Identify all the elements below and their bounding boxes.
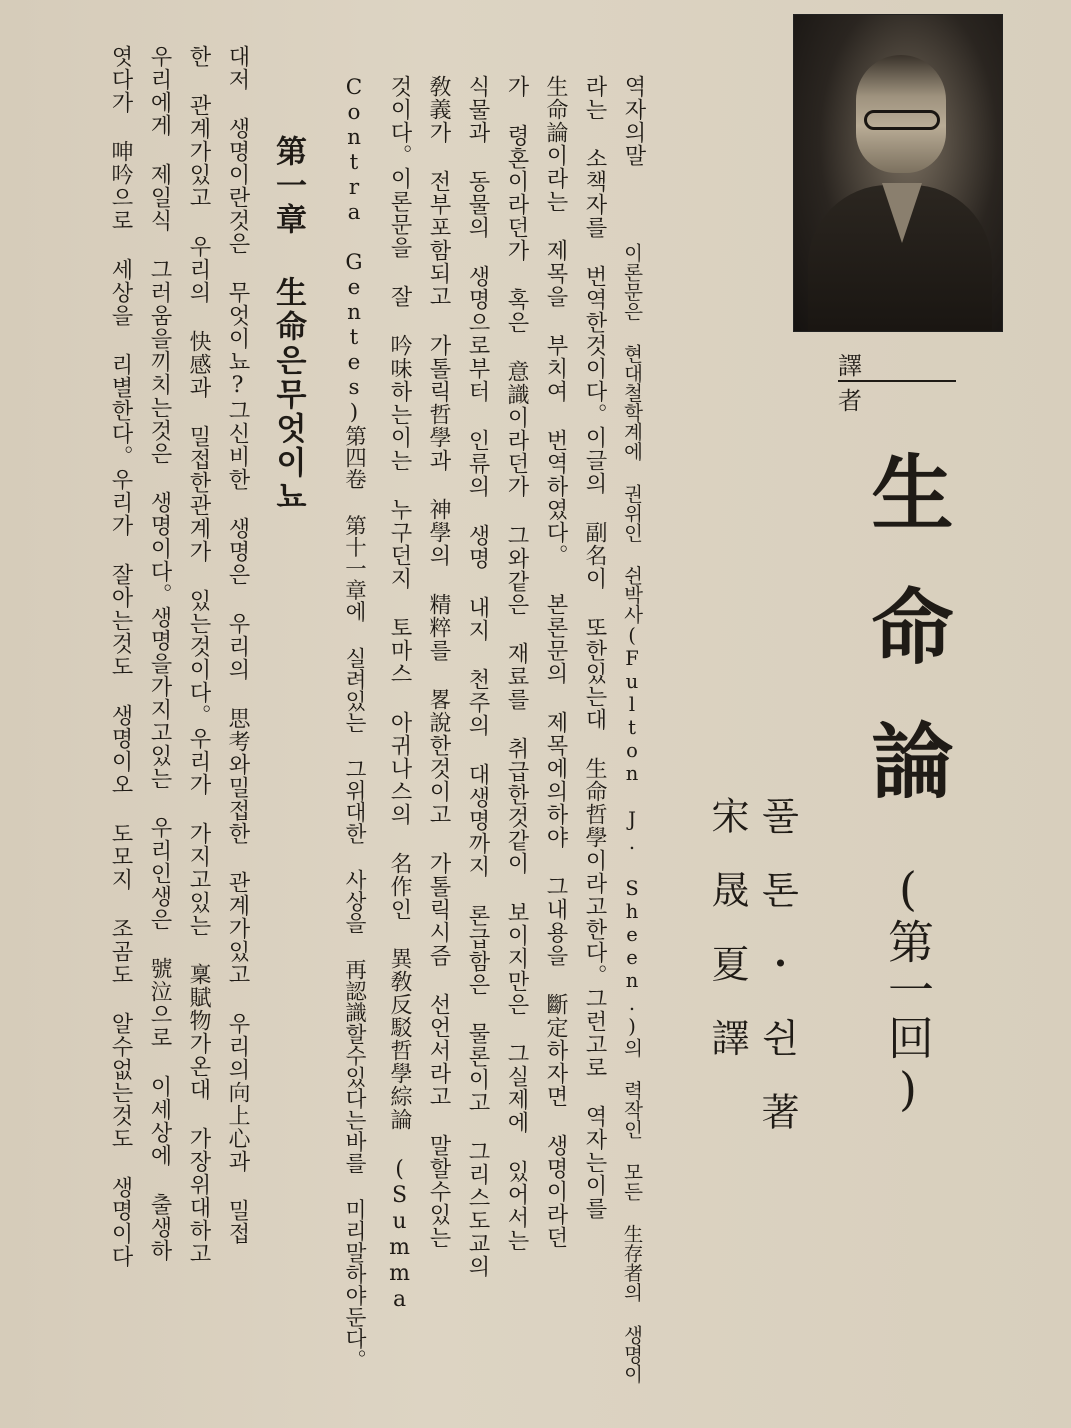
preface-line-7: 것이다。이론문을 잘 吟味하는이는 누구던지 토마스 아귀나스의 名作인 異敎反駁哲學綜論 (Summa [387, 75, 412, 1313]
preface-line-8: Contra Gentes)第四卷 第十一章에 실려있는 그위대한 사상을 再認識할수있다는바를 미리말하야둔다。 [341, 75, 367, 1371]
preface-line-3: 生命論이라는 제목을 부치여 번역하였다。 본론문의 제목에의하야 그내용을 斷定하자면 생명이라던 [543, 75, 568, 1249]
preface-line-2: 라는 소책자를 번역한것이다。이글의 副名이 또한있는대 生命哲學이라고한다。그런고로 역자는이를 [582, 75, 607, 1220]
chapter-line-4: 엿다가 呻吟으로 세상을 리별한다。우리가 잘아는것도 생명이오 도모지 조곰도 알수없는것도 생명이다 [108, 45, 133, 1268]
article-title: 生命論 [858, 450, 954, 852]
translator-caption: 譯者 [838, 346, 956, 382]
chapter-line-1: 대저 생명이란것은 무엇이뇨?그신비한 생명은 우리의 思考와밀접한 관계가있고 우리의向上心과 밀접 [225, 45, 250, 1245]
preface-line-5: 식물과 동물의 생명으로부터 인류의 생명 내지 천주의 대생명까지 론급함은 물론이고 그리스도교의 [465, 75, 490, 1278]
preface-line-1: 이론문은 현대철학계에 권위인 쉰박사(Fulton J. Sheen.)의 력작인 모든 生存者의 생명이 [620, 243, 644, 1384]
translator-portrait-photo [793, 14, 1003, 332]
preface-line-6: 敎義가 전부포함되고 가톨릭哲學과 神學의 精粹를 畧說한것이고 가톨릭시즘 선언서라고 말할수있는 [426, 75, 451, 1249]
preface-line-4: 가 령혼이라던가 혹은 意識이라던가 그와같은 재료를 취급한것같이 보이지만은 그실제에 있어서는 [504, 75, 529, 1252]
chapter-line-3: 우리에게 제일식 그러움을끼치는것은 생명이다。생명을가지고있는 우리인생은 號泣으로 이세상에 출생하 [147, 45, 172, 1262]
chapter-heading: 第一章 生命은무엇이뇨 [270, 135, 306, 514]
episode-number: (第一回) [881, 862, 935, 1118]
author-credit: 풀톤・쉰著 [755, 796, 799, 1166]
portrait-glasses [864, 110, 940, 130]
chapter-line-2: 한 관계가있고 우리의 快感과 밀접한관계가 있는것이다。우리가 가지고있는 稟賦物가온대 가장위대하고 [186, 45, 211, 1265]
translator-credit: 宋晟夏譯 [705, 796, 749, 1092]
preface-heading: 역자의말 [621, 75, 646, 167]
